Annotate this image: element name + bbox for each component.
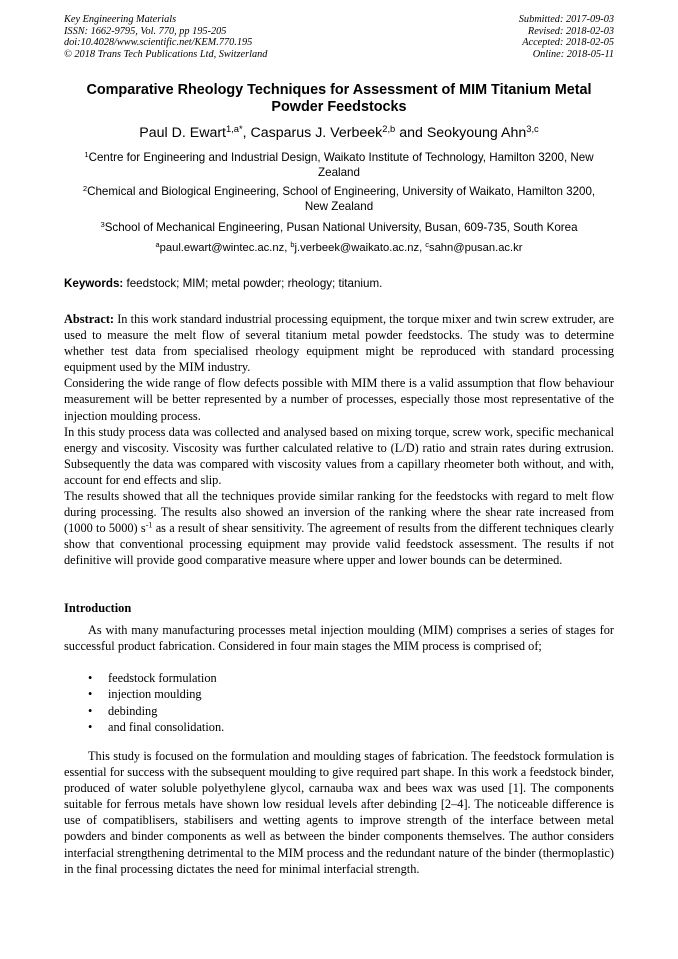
- accepted-date: Accepted: 2018-02-05: [522, 37, 614, 49]
- email-link[interactable]: j.verbeek@waikato.ac.nz: [294, 242, 420, 254]
- abstract-label: Abstract:: [64, 312, 115, 326]
- journal-name: Key Engineering Materials: [64, 14, 177, 25]
- affiliation-number: 1: [84, 149, 89, 159]
- email-link[interactable]: paul.ewart@wintec.ac.nz: [159, 242, 285, 254]
- bullet-icon: •: [88, 703, 93, 718]
- online-date: Online: 2018-05-11: [532, 48, 614, 60]
- list-item-text: debinding: [108, 703, 158, 718]
- issn: ISSN: 1662-9795, Vol. 770, pp 195-205: [64, 25, 227, 37]
- affiliation-3: [70, 220, 608, 235]
- affiliation-1: [70, 150, 608, 180]
- author-separator: ,: [242, 125, 251, 141]
- journal-info: [64, 14, 267, 60]
- email-separator: ,: [284, 242, 291, 254]
- affiliation-2: [70, 184, 608, 214]
- list-item: [64, 703, 614, 719]
- abstract-paragraph: Considering the wide range of flow defects possible with MIM there is a valid assumption that flow behaviour measurement will be better represented by a number of processes, especially those most representative of the injection moulding process.: [64, 376, 614, 423]
- list-item: [64, 719, 614, 735]
- author-name: Seokyoung Ahn: [426, 125, 527, 141]
- list-item-text: injection moulding: [108, 687, 202, 702]
- mim-stages-list: [64, 670, 614, 736]
- author-affiliation-marker: 1,a*: [226, 123, 243, 134]
- affiliation-text: Chemical and Biological Engineering, School of Engineering, University of Waikato, Hamilton 3200, New Zealand: [87, 185, 596, 214]
- abstract-paragraph: [64, 488, 614, 568]
- revised-date: Revised: 2018-02-03: [527, 25, 614, 37]
- keywords-text: feedstock; MIM; metal powder; rheology; titanium.: [123, 277, 383, 290]
- body-paragraph: As with many manufacturing processes metal injection moulding (MIM) comprises a series of stages for successful product fabrication. Considered in four main stages the MIM process is comprised of;: [64, 623, 614, 654]
- copyright: © 2018 Trans Tech Publications Ltd, Switzerland: [64, 48, 268, 60]
- abstract-text: In this work standard industrial processing equipment, the torque mixer and twin screw extruder, are used to measure the melt flow of several titanium metal powder feedstocks. The study was to determine whether test data from specialised rheology equipment might be reproduced with standard processing equipment used by the MIM industry.: [64, 312, 614, 375]
- author-name: Casparus J. Verbeek: [250, 125, 383, 141]
- affiliation-number: 3: [100, 219, 105, 229]
- bullet-icon: •: [88, 687, 93, 702]
- email-link[interactable]: sahn@pusan.ac.kr: [428, 242, 523, 254]
- email-separator: ,: [419, 242, 426, 254]
- list-item: [64, 670, 614, 686]
- author-affiliation-marker: 3,c: [526, 123, 539, 134]
- keywords: [64, 277, 614, 291]
- affiliation-text: School of Mechanical Engineering, Pusan National University, Busan, 609-735, South Korea: [104, 221, 578, 234]
- body-paragraph: This study is focused on the formulation and moulding stages of fabrication. The feedstock formulation is essential for success with the subsequent moulding to give required part shape. In this work a feedstock binder, produced of water soluble polyethylene glycol, carnauba wax and bees wax was used [1]. The components suitable for ferrous metals have shown low residual levels after debinding [2–4]. The noticeable difference is use of compatiblisers, stabilisers and wetting agents to improve strength of the interface between metal powders and binder components as well as between the binder components themselves. The author considers interfacial strengthening detrimental to the MIM process and the redundant nature of the binder (thermoplastic) in the final processing dictates the need for minimal interfacial strength.: [64, 749, 614, 876]
- affiliation-number: 2: [82, 183, 88, 193]
- list-item: [64, 686, 614, 702]
- abstract-paragraph: In this study process data was collected and analysed based on mixing torque, screw work, specific mechanical energy and viscosity. Viscosity was further calculated relative to (L/D) ratio and strain rates during extrusion. Subsequently the data was compared with viscosity values from a capillary rheometer both without, and with, account for end effects and slip.: [64, 424, 614, 487]
- author-emails: [64, 241, 614, 255]
- keywords-label: Keywords:: [64, 277, 124, 290]
- email-marker: a: [155, 239, 160, 249]
- shear-rate-exponent: -1: [145, 520, 153, 530]
- author-list: [64, 124, 614, 142]
- bullet-icon: •: [88, 671, 93, 685]
- email-marker: c: [425, 239, 429, 249]
- doi[interactable]: doi:10.4028/www.scientific.net/KEM.770.195: [64, 37, 253, 49]
- paper-title: Comparative Rheology Techniques for Assessment of MIM Titanium Metal Powder Feedstocks: [86, 82, 592, 115]
- abstract-paragraph: [64, 311, 614, 375]
- introduction-paragraph-1: [64, 622, 614, 654]
- abstract: [64, 311, 614, 569]
- email-marker: b: [290, 239, 295, 249]
- author-name: Paul D. Ewart: [139, 125, 226, 141]
- affiliation-text: Centre for Engineering and Industrial Design, Waikato Institute of Technology, Hamilton 3200, New Zealand: [88, 151, 594, 180]
- introduction-paragraph-2: [64, 748, 614, 877]
- abstract-text: The results showed that all the techniques provide similar ranking for the feedstocks with regard to melt flow during processing. The results also showed an inversion of the ranking where the shear rate increased from (1000 to 5000) s: [64, 489, 614, 536]
- author-separator: and: [395, 125, 427, 141]
- submitted-date: Submitted: 2017-09-03: [518, 14, 614, 25]
- list-item-text: feedstock formulation: [108, 671, 217, 685]
- list-item-text: and final consolidation.: [108, 720, 225, 735]
- introduction-heading: Introduction: [64, 601, 132, 615]
- bullet-icon: •: [88, 720, 93, 735]
- abstract-text: as a result of shear sensitivity. The agreement of results from the different techniques clearly show that conventional processing equipment may provide valid feedstock assessment. The results if not definitive will provide good comparative measure where upper and lower bounds can be determined.: [64, 521, 614, 568]
- author-affiliation-marker: 2,b: [382, 123, 396, 134]
- publication-dates: [519, 14, 614, 60]
